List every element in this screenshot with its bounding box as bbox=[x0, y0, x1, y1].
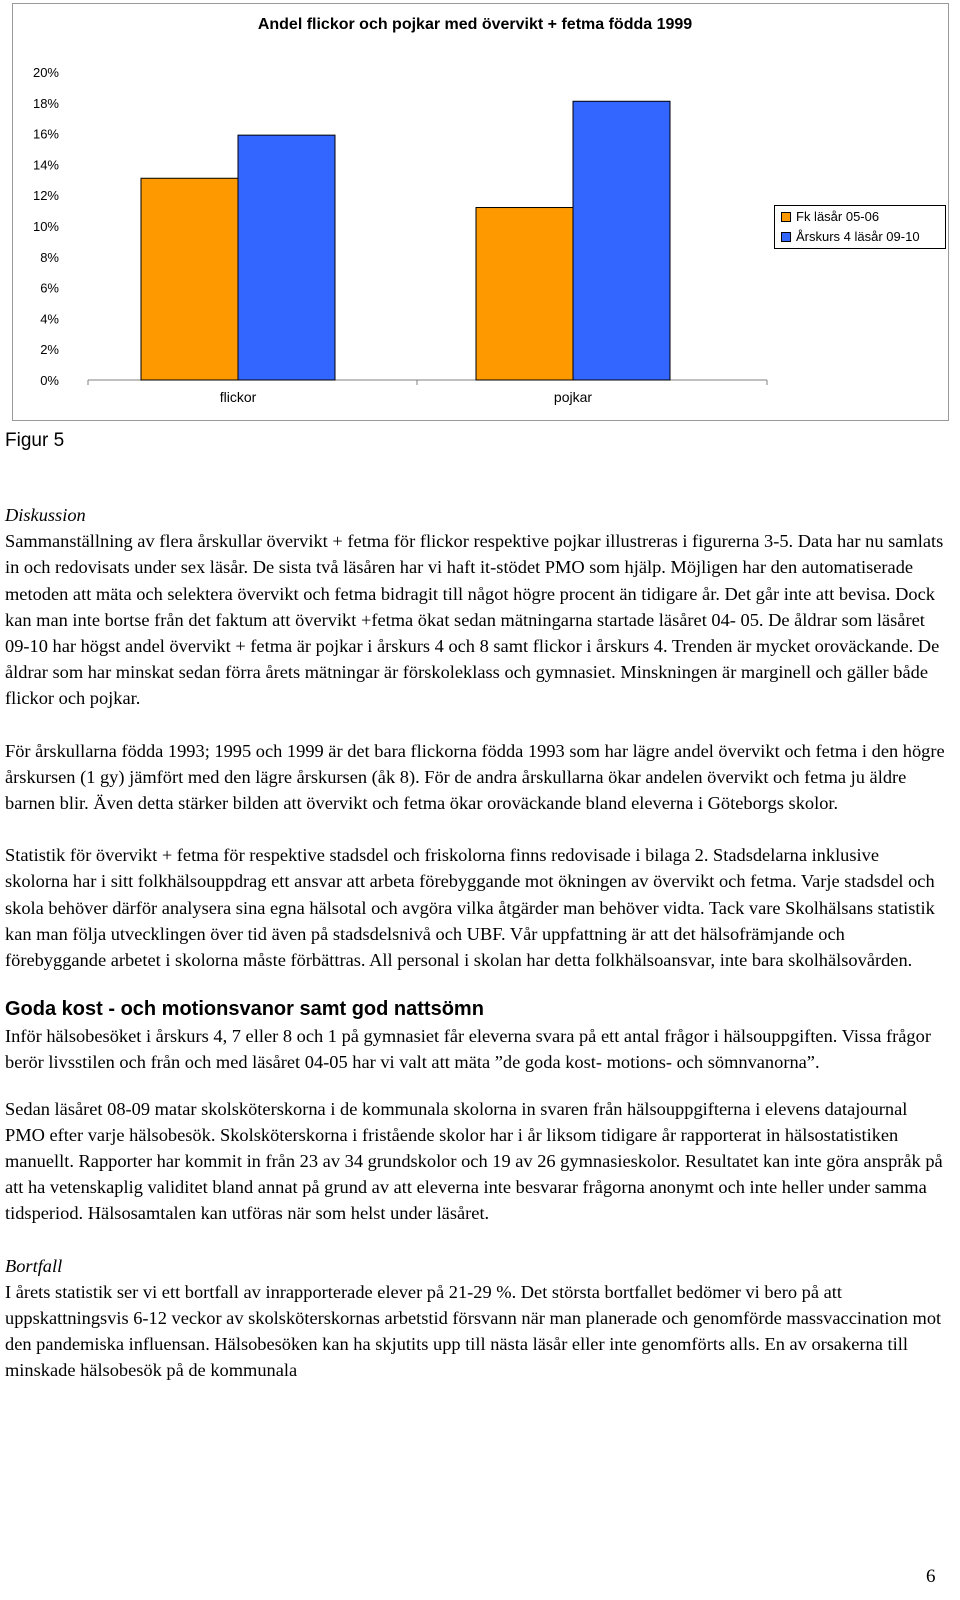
bar-flickor-series-1 bbox=[141, 178, 238, 380]
y-tick-label: 20% bbox=[32, 65, 59, 80]
paragraph-discussion: Sammanställning av flera årskullar övervikt + fetma för flickor respektive pojkar illustreras i figurerna 3-5. Data har nu samlats in och redovisats under sex läsår. De sista två läsåren har vi haft it-stödet PMO som hjälp. Möjligen har den automatiserade metoden att mäta och selektera övervikt och fetma bidragit till något högre procent än tidigare år. Det går inte att bevisa. Dock kan man inte bortse från det faktum att övervikt +fetma ökat sedan mätningarna startade läsåret 04- 05. De åldrar som läsåret 09-10 har högst andel övervikt + fetma är pojkar i årskurs 4 och 8 samt flickor i årskurs 4. Trenden är mycket oroväckande. De åldrar som har minskat sedan förra årets mätningar är förskoleklass och gymnasiet. Minskningen är marginell och gäller både flickor och pojkar. bbox=[5, 531, 944, 709]
bar-flickor-series-2 bbox=[238, 135, 335, 380]
paragraph-halsobesok: Inför hälsobesöket i årskurs 4, 7 eller 8 och 1 på gymnasiet får eleverna svara på ett antal frågor i hälsouppgiften. Vissa frågor berör livsstilen och från och med läsåret 04-05 har vi valt att mäta ”de goda kost- motions- och sömnvanorna”. bbox=[5, 1026, 931, 1073]
y-tick-label: 10% bbox=[32, 219, 59, 234]
y-tick-label: 6% bbox=[40, 280, 59, 296]
bar-pojkar-series-1 bbox=[476, 208, 573, 380]
y-tick-label: 12% bbox=[32, 188, 59, 204]
y-tick-label: 8% bbox=[40, 249, 59, 265]
chart-legend bbox=[774, 205, 946, 249]
y-tick-label: 18% bbox=[32, 95, 59, 111]
legend-item-fk bbox=[781, 209, 879, 225]
legend-label: Fk läsår 05-06 bbox=[796, 209, 880, 224]
y-tick-label: 16% bbox=[32, 126, 59, 142]
legend-label: Årskurs 4 läsår 09-10 bbox=[796, 229, 920, 244]
chart-container bbox=[12, 3, 949, 421]
section-heading: Goda kost - och motionsvanor samt god nattsömn bbox=[5, 998, 484, 1021]
figure-label: Figur 5 bbox=[5, 430, 65, 451]
discussion-heading: Diskussion bbox=[5, 505, 86, 525]
legend-swatch-orange bbox=[781, 212, 791, 222]
legend-swatch-blue bbox=[781, 232, 791, 242]
bar-pojkar-series-2 bbox=[573, 101, 670, 380]
category-label-pojkar: pojkar bbox=[553, 389, 593, 405]
bortfall-heading: Bortfall bbox=[5, 1255, 63, 1276]
page-number: 6 bbox=[926, 1566, 936, 1587]
paragraph-bortfall: I årets statistik ser vi ett bortfall av inrapporterade elever på 21-29 %. Det största bortfallet bedömer vi bero på att uppskattningsvis 6-12 veckor av skolsköterskornas arbetstid försvann när man planerade och genomförde massvaccination mot den pandemiska influensan. Hälsobesöken kan ha skjutits upp till nästa läsår eller inte genomförts alls. En av orsakerna till minskade hälsobesök på de kommunala bbox=[5, 1281, 942, 1381]
y-tick-label: 14% bbox=[32, 157, 59, 173]
paragraph-statistik: Statistik för övervikt + fetma för respektive stadsdel och friskolorna finns redovisade i bilaga 2. Stadsdelarna inklusive skolorna har i sitt folkhälsouppdrag ett ansvar att arbeta förebyggande mot ökningen av övervikt och fetma. Varje stadsdel och skola behöver därför analysera sina egna hälsotal och avgöra vilka åtgärder man behöver vidta. Tack vare Skolhälsans statistik kan man följa utvecklingen över tid även på stadsdelsnivå och UBF. Vår uppfattning är att det hälsofrämjande och förebyggande arbetet i skolorna måste förbättras. All personal i skolan har detta folkhälsoansvar, inte bara skolhälsovården. bbox=[5, 845, 935, 971]
paragraph-arskullar: För årskullarna födda 1993; 1995 och 1999 är det bara flickorna födda 1993 som har lägre andel övervikt och fetma i den högre årskursen (1 gy) jämfört med den lägre årskursen (åk 8). För de andra årskullarna ökar andelen övervikt och fetma ju äldre barnen blir. Även detta stärker bilden att övervikt och fetma ökar oroväckande bland eleverna i Göteborgs skolor. bbox=[5, 740, 945, 814]
paragraph-pmo: Sedan läsåret 08-09 matar skolsköterskorna i de kommunala skolorna in svaren från hälsouppgifterna i elevens datajournal PMO efter varje hälsobesök. Skolsköterskorna i fristående skolor har i år liksom tidigare år rapporterat in hälsostatistiken manuellt. Rapporter har kommit in från 23 av 34 grundskolor och 19 av 26 gymnasieskolor. Resultatet kan inte göra anspråk på att ha vetenskaplig validitet bland annat på grund av att eleverna inte besvarar frågorna anonymt och inte heller under samma tidsperiod. Hälsosamtalen kan utföras när som helst under läsåret. bbox=[5, 1098, 943, 1224]
y-tick-label: 2% bbox=[40, 342, 59, 358]
category-label-flickor: flickor bbox=[219, 389, 257, 405]
y-tick-label: 0% bbox=[40, 373, 59, 388]
y-tick-label: 4% bbox=[40, 311, 59, 327]
chart-title: Andel flickor och pojkar med övervikt + fetma födda 1999 bbox=[257, 16, 693, 33]
document-body bbox=[5, 420, 945, 1384]
legend-item-ak4 bbox=[781, 229, 920, 245]
